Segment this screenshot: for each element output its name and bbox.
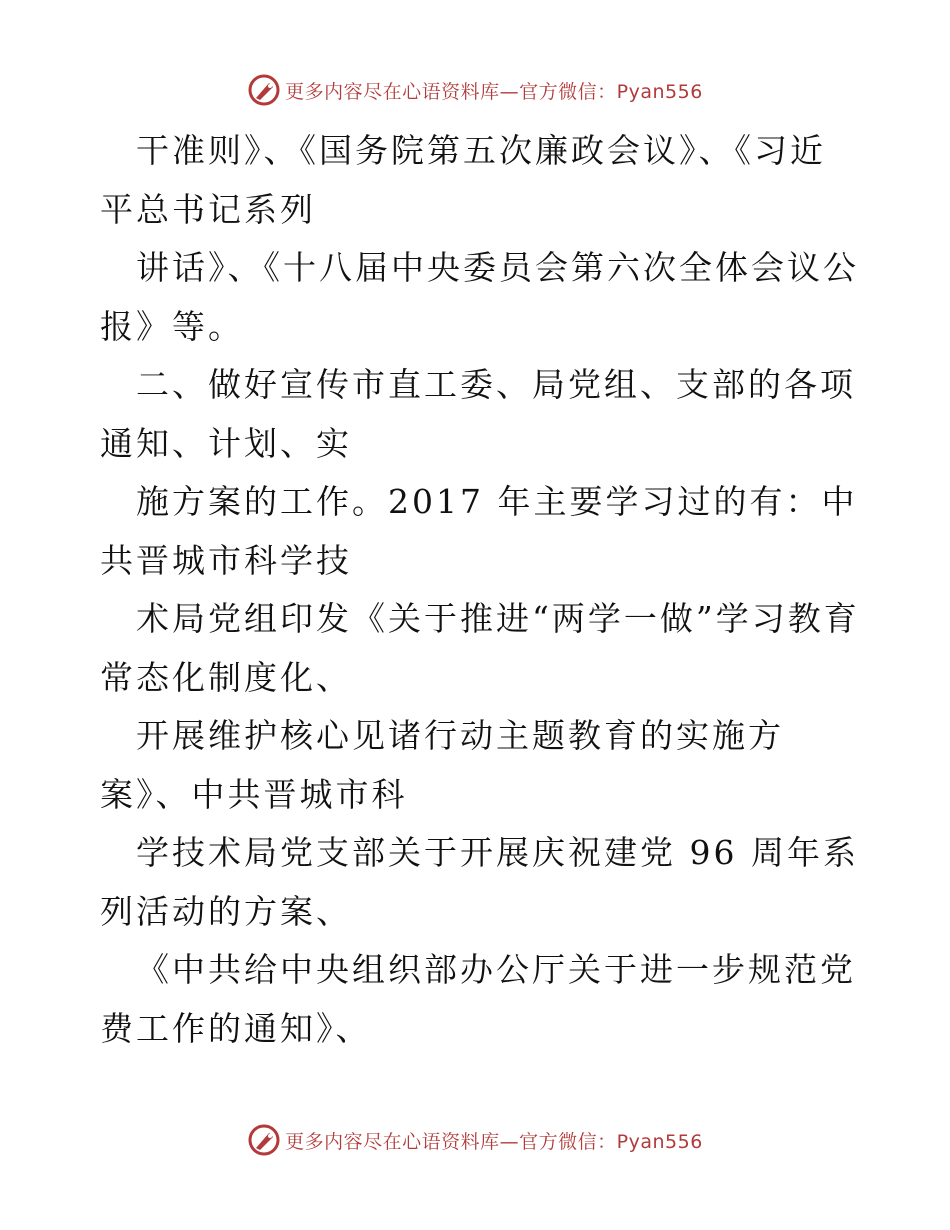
paragraph-2: 讲话》、《十八届中央委员会第六次全体会议公报》等。	[100, 248, 859, 346]
paragraph-1: 干准则》、《国务院第五次廉政会议》、《习近平总书记系列	[100, 131, 826, 229]
header-banner	[0, 70, 950, 110]
pen-nib-logo-icon	[247, 73, 281, 107]
paragraph-4: 施方案的工作。2017 年主要学习过的有：中共晋城市科学技	[100, 482, 858, 580]
paragraph-7: 学技术局党支部关于开展庆祝建党 96 周年系列活动的方案、	[100, 833, 859, 931]
paragraph-5: 术局党组印发《关于推进“两学一做”学习教育常态化制度化、	[100, 599, 860, 697]
paragraph-6: 开展维护核心见诸行动主题教育的实施方案》、中共晋城市科	[100, 716, 784, 814]
header-banner-text: 更多内容尽在心语资料库—官方微信：Pyan556	[285, 80, 703, 103]
paragraph-3: 二、做好宣传市直工委、局党组、支部的各项通知、计划、实	[100, 365, 856, 463]
footer-banner-text: 更多内容尽在心语资料库—官方微信：Pyan556	[285, 1130, 703, 1153]
document-body	[100, 122, 860, 1058]
footer-banner	[0, 1120, 950, 1160]
pen-nib-logo-icon	[247, 1123, 281, 1157]
paragraph-8: 《中共给中央组织部办公厅关于进一步规范党费工作的通知》、	[100, 950, 856, 1048]
